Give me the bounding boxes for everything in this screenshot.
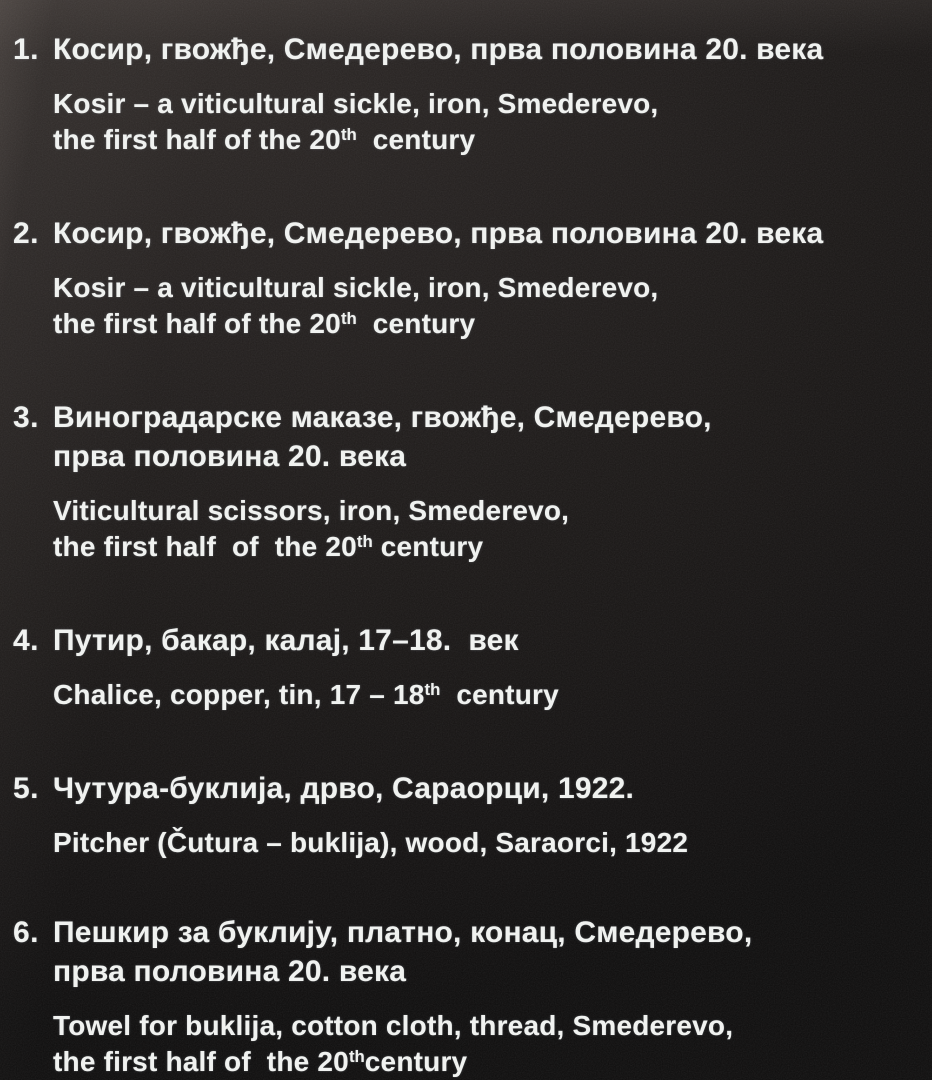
item-number: 2. <box>13 217 40 250</box>
english-line: Chalice, copper, tin, 17 – 18th century <box>53 679 559 710</box>
serbian-line: Виноградарске маказе, гвожђе, Смедерево, <box>53 401 712 434</box>
english-line: the first half of the 20thcentury <box>53 1046 468 1077</box>
english-line: Viticultural scissors, iron, Smederevo, <box>53 495 570 526</box>
serbian-text <box>53 913 914 991</box>
english-text <box>53 677 914 717</box>
list-item <box>13 214 914 346</box>
english-text <box>53 493 914 569</box>
item-number: 5. <box>13 772 40 805</box>
english-line: Towel for buklija, cotton cloth, thread, Smederevo, <box>53 1010 734 1041</box>
item-text-block <box>53 769 914 861</box>
item-number: 4. <box>13 624 40 657</box>
label-list <box>13 30 914 1080</box>
english-line: Pitcher (Čutura – buklija), wood, Saraorci, 1922 <box>53 827 689 858</box>
english-line: the first half of the 20th century <box>53 531 484 562</box>
serbian-text <box>53 214 914 253</box>
list-item <box>13 769 914 861</box>
item-number: 6. <box>13 916 40 949</box>
serbian-text <box>53 398 914 476</box>
serbian-line: Чутура-буклија, дрво, Сараорци, 1922. <box>53 772 635 805</box>
ordinal-superscript: th <box>340 309 357 329</box>
serbian-line: Косир, гвожђе, Смедерево, прва половина 20. века <box>53 33 824 66</box>
english-text <box>53 86 914 162</box>
serbian-text <box>53 30 914 69</box>
serbian-line: прва половина 20. века <box>53 440 407 473</box>
serbian-text <box>53 621 914 660</box>
serbian-line: Путир, бакар, калај, 17–18. век <box>53 624 519 657</box>
item-text-block <box>53 398 914 569</box>
english-line: Kosir – a viticultural sickle, iron, Smederevo, <box>53 272 659 303</box>
english-text <box>53 1008 914 1080</box>
list-item <box>13 30 914 162</box>
list-item <box>13 398 914 569</box>
list-item <box>13 913 914 1080</box>
english-line: the first half of the 20th century <box>53 124 476 155</box>
english-line: the first half of the 20th century <box>53 308 476 339</box>
serbian-line: прва половина 20. века <box>53 955 407 988</box>
ordinal-superscript: th <box>424 680 441 700</box>
item-text-block <box>53 913 914 1080</box>
item-number: 3. <box>13 401 40 434</box>
item-text-block <box>53 621 914 717</box>
english-line: Kosir – a viticultural sickle, iron, Smederevo, <box>53 88 659 119</box>
serbian-line: Косир, гвожђе, Смедерево, прва половина 20. века <box>53 217 824 250</box>
list-item <box>13 621 914 717</box>
ordinal-superscript: th <box>356 532 373 552</box>
item-text-block <box>53 214 914 346</box>
english-text <box>53 270 914 346</box>
ordinal-superscript: th <box>340 125 357 145</box>
ordinal-superscript: th <box>348 1047 365 1067</box>
serbian-text <box>53 769 914 808</box>
english-text <box>53 825 914 861</box>
serbian-line: Пешкир за буклију, платно, конац, Смедерево, <box>53 916 753 949</box>
item-text-block <box>53 30 914 162</box>
item-number: 1. <box>13 33 40 66</box>
